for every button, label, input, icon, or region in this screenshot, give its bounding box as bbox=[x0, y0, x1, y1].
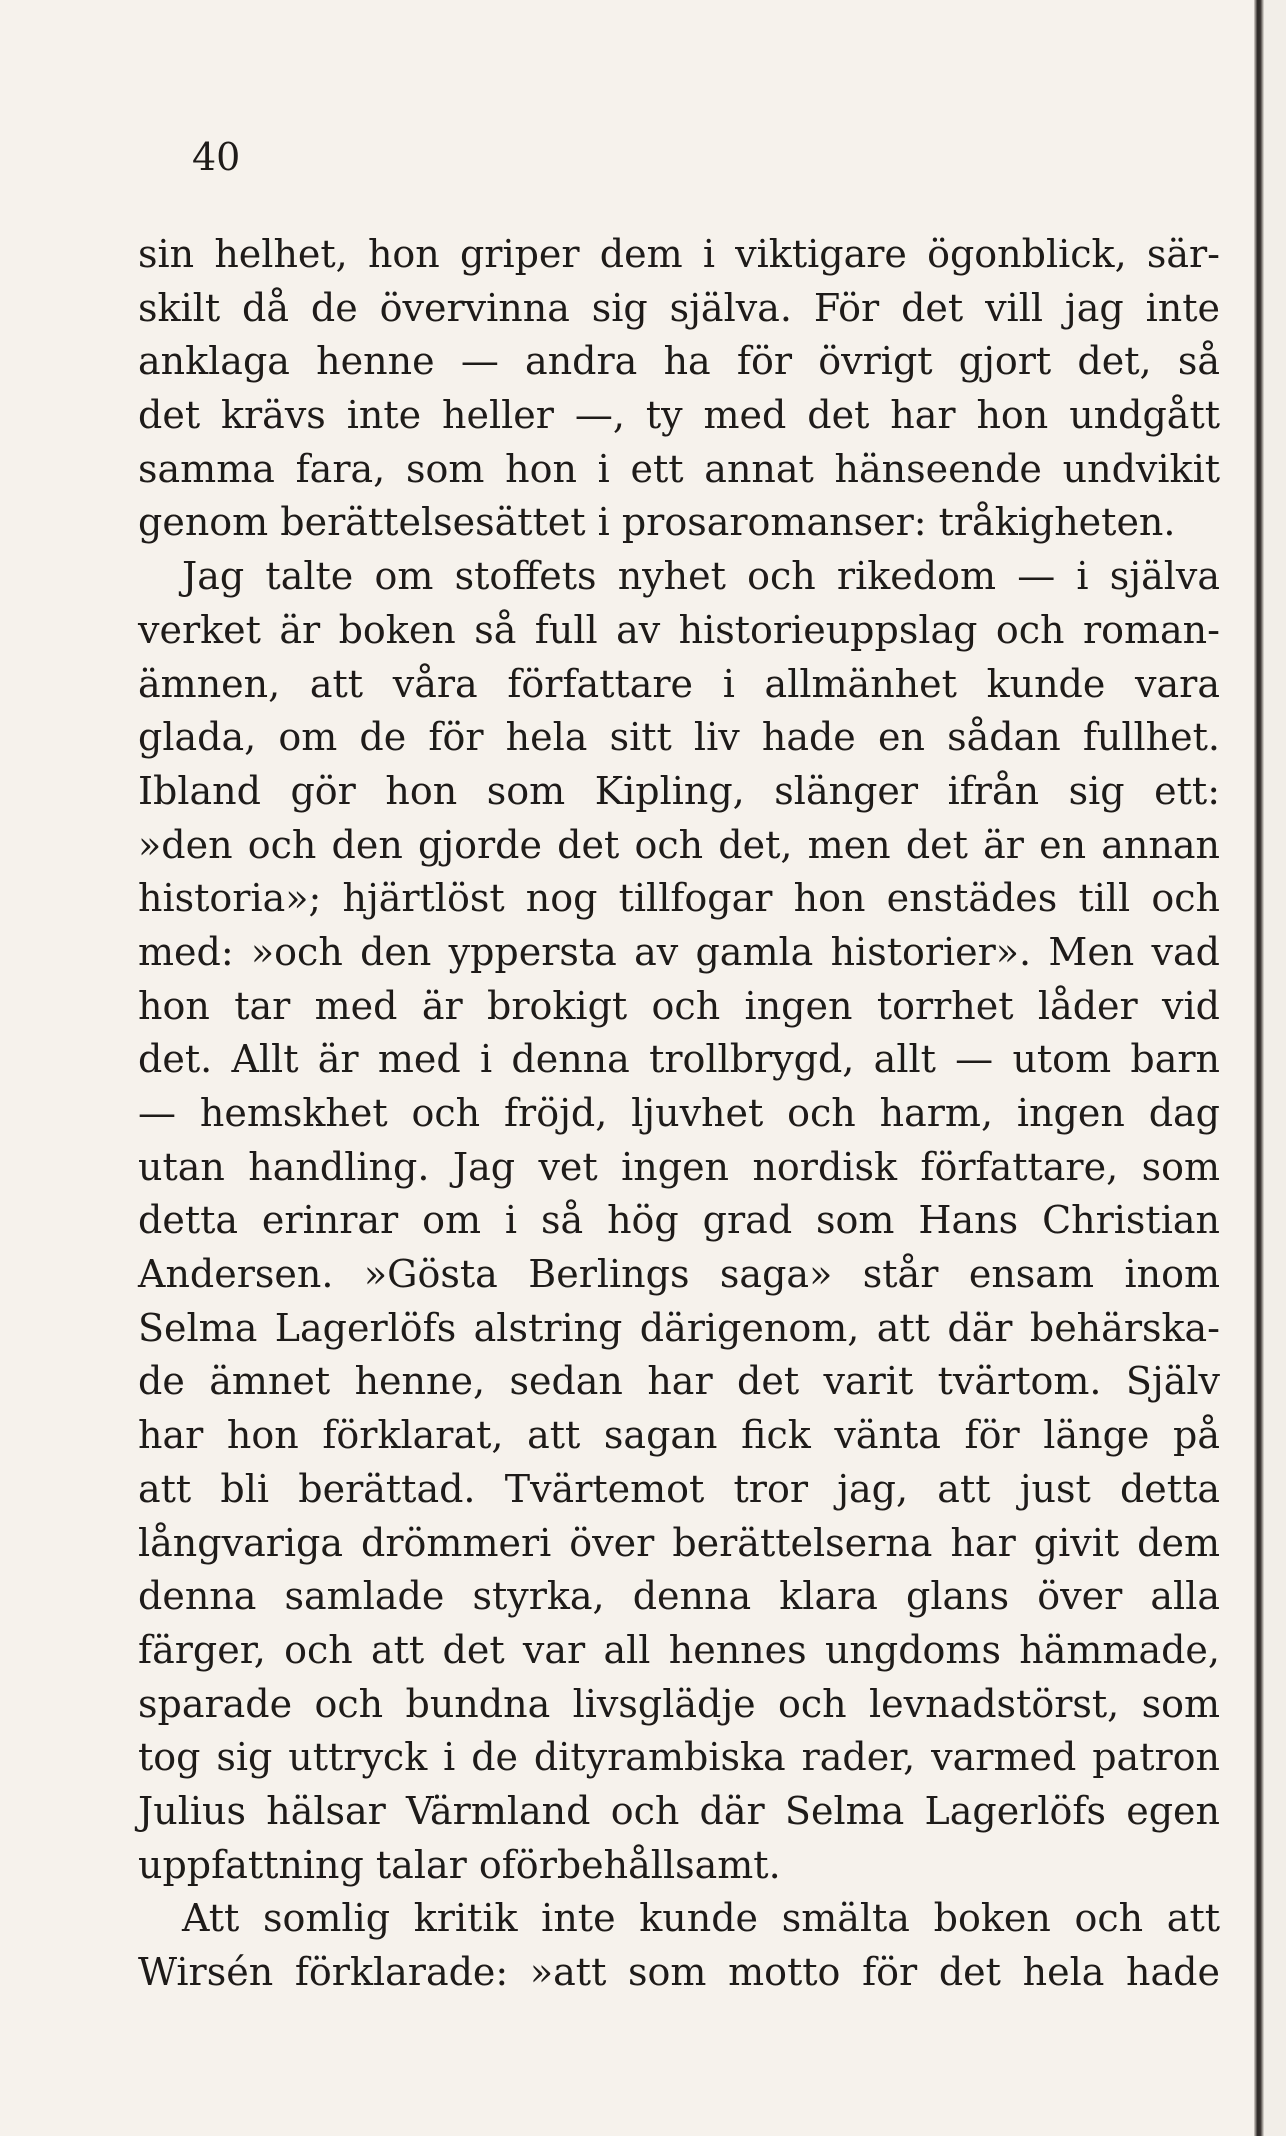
text-line: uppfattning talar oförbehållsamt. bbox=[138, 1842, 781, 1887]
text-line: ämnen, att våra författare i allmänhet kunde vara bbox=[138, 661, 1220, 706]
text-line: samma fara, som hon i ett annat hänseende undvikit bbox=[138, 446, 1220, 491]
text-line: »den och den gjorde det och det, men det är en annan bbox=[138, 822, 1220, 867]
text-line: har hon förklarat, att sagan fick vänta för länge på bbox=[138, 1413, 1220, 1458]
text-line: att bli berättad. Tvärtemot tror jag, att just detta bbox=[138, 1466, 1220, 1511]
text-line: utan handling. Jag vet ingen nordisk författare, som bbox=[138, 1144, 1220, 1189]
text-line: — hemskhet och fröjd, ljuvhet och harm, ingen dag bbox=[138, 1091, 1220, 1135]
text-line: de ämnet henne, sedan har det varit tvärtom. Själv bbox=[138, 1359, 1220, 1404]
text-line: detta erinrar om i så hög grad som Hans Christian bbox=[138, 1198, 1220, 1243]
text-line: historia»; hjärtlöst nog tillfogar hon enstädes till och bbox=[138, 876, 1220, 921]
paragraph-start-line: Att somlig kritik inte kunde smälta boken och att bbox=[182, 1896, 1220, 1941]
text-line: Julius hälsar Värmland och där Selma Lagerlöfs egen bbox=[138, 1788, 1220, 1833]
text-line: sin helhet, hon griper dem i viktigare ögonblick, sär- bbox=[138, 232, 1220, 276]
book-spine-edge bbox=[1254, 0, 1264, 2136]
text-line: Ibland gör hon som Kipling, slänger ifrån sig ett: bbox=[138, 768, 1220, 813]
text-line: Selma Lagerlöfs alstring därigenom, att där behärska- bbox=[138, 1305, 1220, 1350]
text-line: anklaga henne — andra ha för övrigt gjort det, så bbox=[138, 339, 1220, 384]
text-line: det krävs inte heller —, ty med det har hon undgått bbox=[138, 393, 1220, 438]
text-line: med: »och den yppersta av gamla historier». Men vad bbox=[138, 929, 1220, 974]
text-line: denna samlade styrka, denna klara glans över alla bbox=[138, 1574, 1220, 1619]
text-line: sparade och bundna livsglädje och levnadstörst, som bbox=[138, 1681, 1220, 1726]
paragraph-start-line: Jag talte om stoffets nyhet och rikedom — i själva bbox=[182, 554, 1220, 599]
text-line: Wirsén förklarade: »att som motto för det hela hade bbox=[138, 1950, 1220, 1994]
text-line: det. Allt är med i denna trollbrygd, allt — utom barn bbox=[138, 1037, 1220, 1082]
text-line: långvariga drömmeri över berättelserna har givit dem bbox=[138, 1520, 1220, 1565]
body-text bbox=[138, 228, 1220, 2000]
text-line: glada, om de för hela sitt liv hade en sådan fullhet. bbox=[138, 715, 1220, 760]
text-line: tog sig uttryck i de dityrambiska rader, varmed patron bbox=[138, 1735, 1220, 1780]
page-margin-edge bbox=[1264, 0, 1286, 2136]
page-number: 40 bbox=[192, 135, 241, 179]
text-line: skilt då de övervinna sig själva. För det vill jag inte bbox=[138, 285, 1220, 330]
text-line: verket är boken så full av historieuppslag och roman- bbox=[138, 607, 1220, 652]
text-line: Andersen. »Gösta Berlings saga» står ensam inom bbox=[138, 1252, 1220, 1297]
text-line: färger, och att det var all hennes ungdoms hämmade, bbox=[138, 1627, 1220, 1672]
text-line: hon tar med är brokigt och ingen torrhet låder vid bbox=[138, 983, 1220, 1028]
text-line: genom berättelsesättet i prosaromanser: tråkigheten. bbox=[138, 500, 1176, 545]
